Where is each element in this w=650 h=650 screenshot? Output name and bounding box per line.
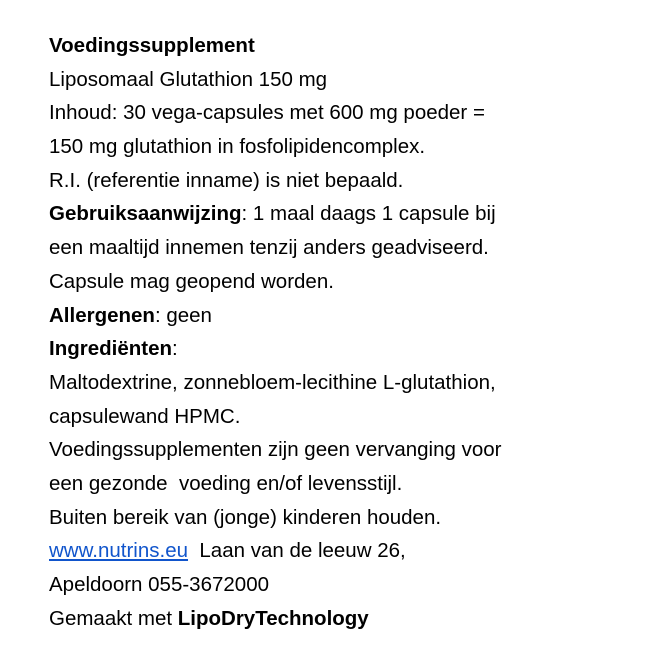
allergens-value: : geen — [154, 303, 212, 327]
ingredients-line-1: Maltodextrine, zonnebloem-lecithine L-glutathion, — [49, 370, 496, 394]
product-name: Liposomaal Glutathion 150 mg — [49, 67, 328, 91]
usage-line-1 — [49, 197, 629, 231]
website-address-line — [49, 534, 629, 568]
supplement-label — [49, 29, 629, 635]
made-with-line — [49, 602, 629, 636]
usage-line-3: Capsule mag geopend worden. — [49, 269, 334, 293]
ingredients-line-2: capsulewand HPMC. — [49, 404, 241, 428]
ingredients-colon: : — [172, 337, 178, 361]
usage-text: : 1 maal daags 1 capsule bij — [241, 202, 496, 226]
website-link[interactable]: www.nutrins.eu — [49, 539, 189, 563]
allergens-heading: Allergenen — [49, 303, 155, 327]
usage-line-2: een maaltijd innemen tenzij anders geadviseerd. — [49, 236, 489, 260]
label-heading: Voedingssupplement — [49, 34, 255, 57]
made-with-brand: LipoDryTechnology — [177, 606, 369, 630]
allergens-line — [49, 299, 629, 333]
ri-note: R.I. (referentie inname) is niet bepaald. — [49, 168, 404, 192]
address-line-2: Apeldoorn 055-3672000 — [49, 573, 269, 596]
ingredients-heading-line — [49, 332, 629, 366]
warning-line-1: Voedingssupplementen zijn geen vervanging voor — [49, 438, 502, 462]
content-line-2: 150 mg glutathion in fosfolipidencomplex. — [49, 135, 426, 159]
ingredients-heading: Ingrediënten — [49, 337, 173, 361]
address-line-1: Laan van de leeuw 26, — [188, 539, 406, 563]
usage-heading: Gebruiksaanwijzing — [49, 202, 242, 226]
children-warning: Buiten bereik van (jonge) kinderen houden. — [49, 505, 442, 529]
made-with-prefix: Gemaakt met — [49, 606, 178, 630]
warning-line-2: een gezonde voeding en/of levensstijl. — [49, 471, 403, 495]
content-line-1: Inhoud: 30 vega-capsules met 600 mg poeder = — [49, 101, 485, 125]
